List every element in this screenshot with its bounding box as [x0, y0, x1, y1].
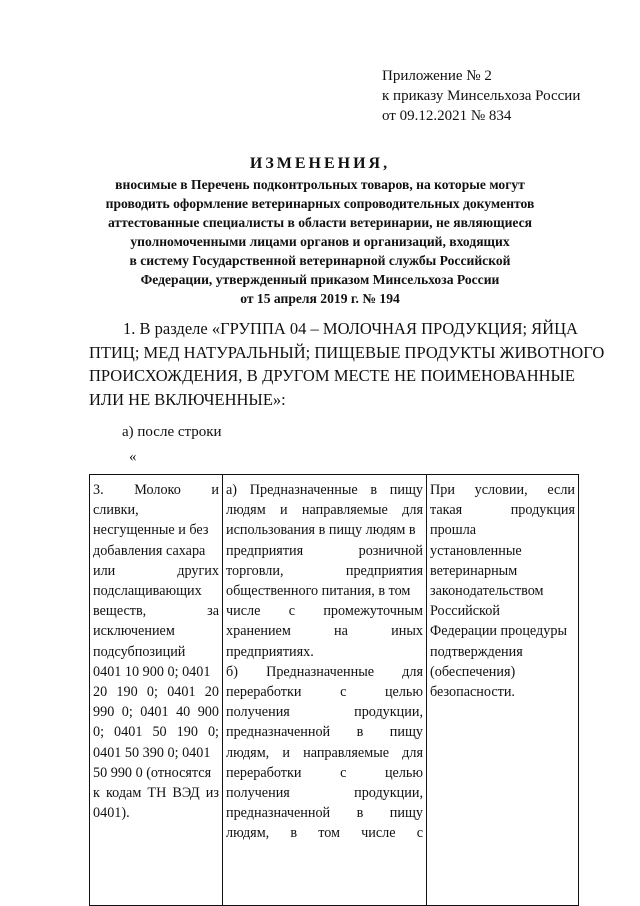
heading-line: вносимые в Перечень подконтрольных товаров, на которые могут: [115, 177, 525, 192]
cell-line: переработки с целью: [226, 684, 423, 701]
paragraph-line: ИЛИ НЕ ВКЛЮЧЕННЫЕ»:: [89, 389, 286, 409]
cell-line: использования в пищу людям в: [226, 522, 416, 539]
cell-line: веществ, за: [93, 603, 219, 620]
cell-line: людям, в том числе с: [226, 825, 423, 842]
table-row: [90, 475, 579, 906]
appendix-line: от 09.12.2021 № 834: [382, 108, 512, 124]
opening-quote-mark: «: [129, 449, 137, 465]
section-paragraph: [89, 317, 605, 411]
cell-line: 0401 50 390 0; 0401: [93, 744, 211, 761]
cell-line: получения продукции,: [226, 704, 423, 721]
paragraph-line: ПРОИСХОЖДЕНИЯ, В ДРУГОМ МЕСТЕ НЕ ПОИМЕНОВАННЫЕ: [89, 366, 575, 385]
cell-line: а) Предназначенные в пищу: [226, 482, 423, 498]
paragraph-line: 1. В разделе «ГРУППА 04 – МОЛОЧНАЯ ПРОДУКЦИЯ; ЯЙЦА: [123, 319, 578, 338]
cell-line: 50 990 0 (относятся: [93, 764, 212, 781]
cell-line: подслащивающих: [93, 583, 202, 600]
cell-line: б) Предназначенные для: [226, 663, 423, 680]
cell-line: переработки с целью: [226, 764, 423, 781]
cell-line: общественного питания, в том: [226, 583, 411, 600]
cell-line: числе с промежуточным: [226, 603, 423, 620]
cell-line: несгущенные и без: [93, 522, 209, 539]
purpose-cell: [223, 475, 427, 906]
cell-line: получения продукции,: [226, 785, 423, 802]
heading-line: аттестованные специалисты в области ветеринарии, не являющиеся: [107, 215, 533, 230]
cell-line: безопасности.: [430, 684, 515, 701]
goods-table: [89, 474, 579, 906]
cell-line: людям, и направляемые для: [226, 744, 423, 761]
cell-line: законодательством: [430, 583, 544, 600]
condition-cell: [427, 475, 579, 906]
cell-line: исключением: [93, 623, 175, 640]
cell-line: 20 190 0; 0401 20: [93, 684, 219, 701]
cell-line: При условии, если: [430, 482, 575, 498]
heading-line: уполномоченными лицами органов и организаций, входящих: [130, 234, 510, 249]
cell-line: подсубпозиций: [93, 643, 186, 660]
appendix-reference: [382, 66, 580, 126]
appendix-line: Приложение № 2: [382, 68, 492, 84]
appendix-line: к приказу Минсельхоза России: [382, 88, 581, 104]
cell-line: или других: [93, 562, 219, 579]
cell-line: хранением на иных: [226, 623, 423, 640]
cell-line: предназначенной в пищу: [226, 805, 423, 822]
cell-line: ветеринарным: [430, 562, 518, 579]
paragraph-line: ПТИЦ; МЕД НАТУРАЛЬНЫЙ; ПИЩЕВЫЕ ПРОДУКТЫ ЖИВОТНОГО: [89, 342, 605, 362]
cell-line: подтверждения: [430, 643, 523, 660]
heading-line: Федерации, утвержденный приказом Минсельхоза России: [140, 272, 500, 287]
cell-line: (обеспечения): [430, 663, 516, 680]
heading-line: от 15 апреля 2019 г. № 194: [240, 291, 400, 306]
cell-line: установленные: [430, 542, 522, 559]
heading-title: ИЗМЕНЕНИЯ,: [249, 155, 391, 172]
cell-line: прошла: [430, 522, 477, 539]
product-cell: [90, 475, 223, 906]
cell-line: добавления сахара: [93, 542, 206, 559]
cell-line: 990 0; 0401 40 900: [93, 704, 219, 721]
cell-line: 0401 10 900 0; 0401: [93, 663, 211, 680]
cell-line: 0401).: [93, 805, 130, 822]
cell-line: предприятия розничной: [226, 542, 423, 559]
cell-line: такая продукция: [430, 502, 575, 519]
cell-line: людям и направляемые для: [226, 502, 423, 519]
cell-line: предприятиях.: [226, 643, 314, 660]
cell-line: сливки,: [93, 502, 139, 519]
document-heading: [60, 154, 580, 308]
cell-line: Российской: [430, 603, 500, 620]
heading-line: в систему Государственной ветеринарной службы Российской: [129, 253, 511, 268]
cell-line: 0; 0401 50 190 0;: [93, 724, 219, 741]
heading-line: проводить оформление ветеринарных сопроводительных документов: [105, 196, 535, 211]
cell-line: Федерации процедуры: [430, 623, 567, 640]
after-line-text: а) после строки: [122, 424, 222, 440]
cell-line: 3. Молоко и: [93, 482, 219, 498]
cell-line: к кодам ТН ВЭД из: [93, 785, 219, 802]
cell-line: предназначенной в пищу: [226, 724, 423, 741]
cell-line: торговли, предприятия: [226, 562, 423, 579]
